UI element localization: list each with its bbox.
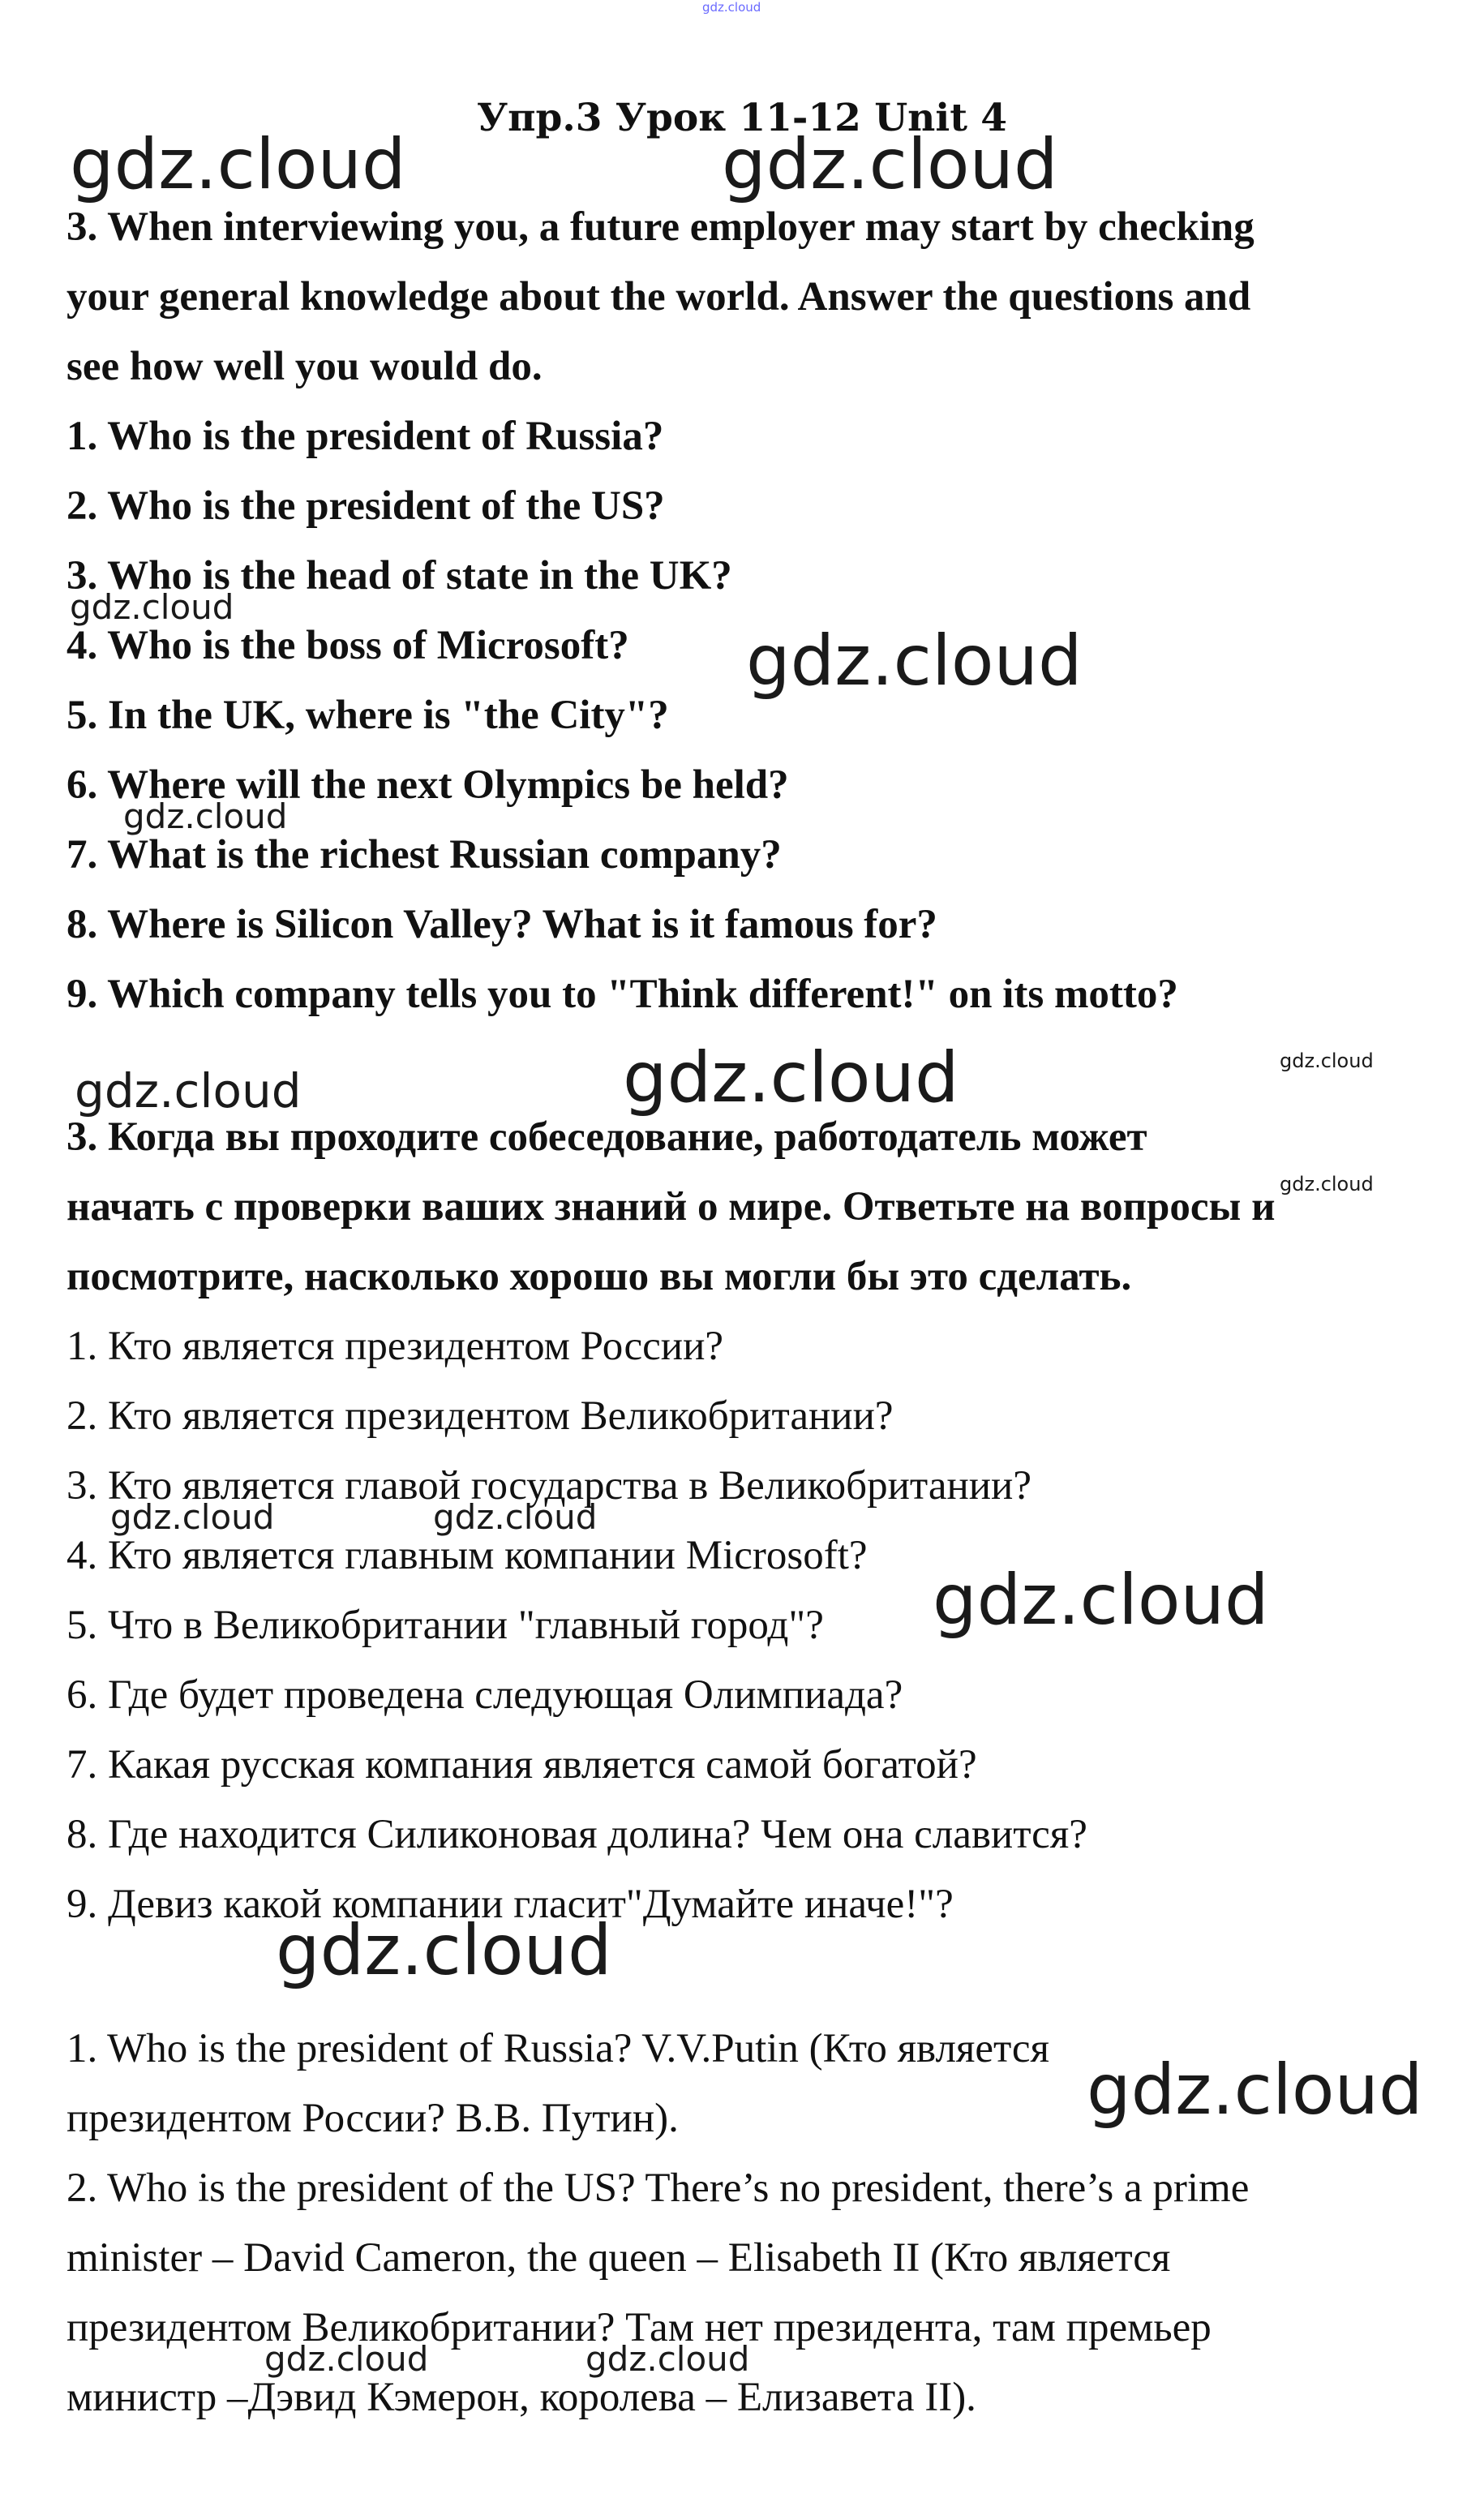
russian-intro-line-1: 3. Когда вы проходите собеседование, работодатель может (66, 1114, 1147, 1160)
english-question-7: 7. What is the richest Russian company? (66, 832, 782, 878)
watermark: gdz.cloud (1280, 1173, 1374, 1195)
english-intro-line-3: see how well you would do. (66, 344, 543, 389)
russian-question-1: 1. Кто является президентом России? (66, 1324, 723, 1369)
russian-question-8: 8. Где находится Силиконовая долина? Чем она славится? (66, 1812, 1087, 1857)
russian-question-7: 7. Какая русская компания является самой богатой? (66, 1742, 977, 1788)
watermark: gdz.cloud (1280, 1049, 1374, 1072)
english-question-4: 4. Who is the boss of Microsoft? (66, 623, 629, 668)
answer-line-6: министр –Дэвид Кэмерон, королева – Елизавета II). (66, 2375, 976, 2420)
english-question-9: 9. Which company tells you to "Think different!" on its motto? (66, 972, 1178, 1017)
russian-question-2: 2. Кто является президентом Великобритании? (66, 1393, 894, 1439)
answer-line-1: 1. Who is the president of Russia? V.V.Putin (Кто является (66, 2026, 1049, 2071)
english-intro-line-2: your general knowledge about the world. Answer the questions and (66, 274, 1251, 320)
russian-question-9: 9. Девиз какой компании гласит"Думайте иначе!"? (66, 1882, 954, 1927)
watermark: gdz.cloud (70, 124, 406, 205)
watermark: gdz.cloud (110, 1497, 275, 1537)
answer-line-2: президентом России? В.В. Путин). (66, 2096, 679, 2141)
watermark: gdz.cloud (1087, 2050, 1423, 2131)
watermark: gdz.cloud (933, 1560, 1269, 1641)
watermark: gdz.cloud (433, 1497, 598, 1537)
answer-line-4: minister – David Cameron, the queen – Elisabeth II (Кто является (66, 2235, 1171, 2281)
english-question-8: 8. Where is Silicon Valley? What is it famous for? (66, 902, 937, 947)
russian-question-5: 5. Что в Великобритании "главный город"? (66, 1603, 824, 1648)
english-question-5: 5. In the UK, where is "the City"? (66, 693, 669, 738)
english-question-6: 6. Where will the next Olympics be held? (66, 762, 789, 808)
answer-line-3: 2. Who is the president of the US? There’s no president, there’s a prime (66, 2165, 1250, 2211)
russian-question-3: 3. Кто является главой государства в Великобритании? (66, 1463, 1032, 1509)
english-question-3: 3. Who is the head of state in the UK? (66, 553, 732, 599)
watermark: gdz.cloud (75, 1063, 302, 1118)
answer-line-5: президентом Великобритании? Там нет президента, там премьер (66, 2305, 1212, 2350)
watermark: gdz.cloud (746, 620, 1083, 702)
watermark: gdz.cloud (123, 796, 288, 836)
russian-intro-line-2: начать с проверки ваших знаний о мире. Ответьте на вопросы и (66, 1184, 1276, 1230)
watermark: gdz.cloud (70, 587, 234, 627)
english-question-1: 1. Who is the president of Russia? (66, 414, 664, 459)
english-question-2: 2. Who is the president of the US? (66, 483, 665, 529)
watermark: gdz.cloud (722, 124, 1058, 205)
watermark: gdz.cloud (276, 1910, 612, 1991)
watermark: gdz.cloud (623, 1037, 959, 1118)
russian-intro-line-3: посмотрите, насколько хорошо вы могли бы это сделать. (66, 1254, 1132, 1299)
russian-question-6: 6. Где будет проведена следующая Олимпиада? (66, 1672, 903, 1718)
watermark: gdz.cloud (264, 2339, 429, 2379)
watermark: gdz.cloud (585, 2339, 750, 2379)
page-title: Упр.3 Урок 11-12 Unit 4 (477, 96, 1007, 140)
english-intro-line-1: 3. When interviewing you, a future employer may start by checking (66, 204, 1255, 250)
top-watermark: gdz.cloud (702, 0, 761, 15)
russian-question-4: 4. Кто является главным компании Microsoft? (66, 1533, 868, 1578)
